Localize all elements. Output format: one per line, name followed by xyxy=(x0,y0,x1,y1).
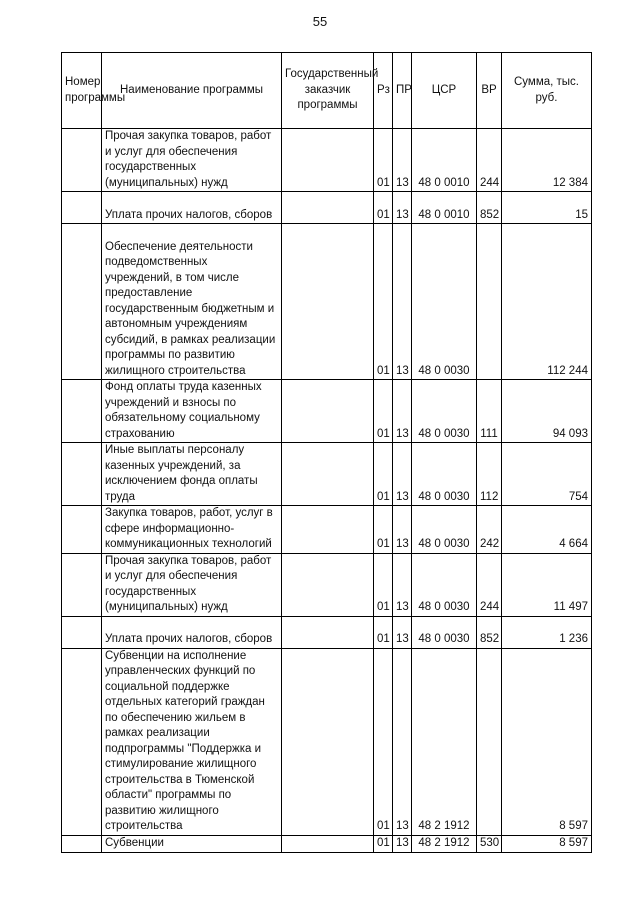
cell-sum: 754 xyxy=(502,443,592,506)
cell-name: Прочая закупка товаров, работ и услуг для обеспечения государственных (муниципальных) нужд xyxy=(102,553,282,616)
cell-pr: 13 xyxy=(393,443,412,506)
header-rz: Рз xyxy=(374,53,393,129)
cell-vr xyxy=(477,224,502,380)
cell-name: Уплата прочих налогов, сборов xyxy=(102,616,282,648)
cell-customer xyxy=(282,224,374,380)
cell-csr: 48 0 0030 xyxy=(412,380,477,443)
cell-name: Фонд оплаты труда казенных учреждений и взносы по обязательному социальному страхованию xyxy=(102,380,282,443)
cell-pr: 13 xyxy=(393,192,412,224)
cell-num xyxy=(62,192,102,224)
cell-rz: 01 xyxy=(374,192,393,224)
cell-vr: 852 xyxy=(477,192,502,224)
table-row xyxy=(62,380,592,443)
cell-pr: 13 xyxy=(393,506,412,554)
cell-vr: 530 xyxy=(477,835,502,852)
cell-vr: 111 xyxy=(477,380,502,443)
cell-num xyxy=(62,616,102,648)
cell-rz: 01 xyxy=(374,835,393,852)
cell-vr: 244 xyxy=(477,553,502,616)
cell-name: Субвенции xyxy=(102,835,282,852)
cell-sum: 4 664 xyxy=(502,506,592,554)
cell-sum: 94 093 xyxy=(502,380,592,443)
cell-vr: 112 xyxy=(477,443,502,506)
cell-csr: 48 0 0010 xyxy=(412,129,477,192)
cell-num xyxy=(62,648,102,835)
cell-customer xyxy=(282,443,374,506)
cell-sum: 12 384 xyxy=(502,129,592,192)
cell-num xyxy=(62,129,102,192)
cell-name: Иные выплаты персоналу казенных учреждений, за исключением фонда оплаты труда xyxy=(102,443,282,506)
cell-num xyxy=(62,443,102,506)
cell-rz: 01 xyxy=(374,506,393,554)
cell-pr: 13 xyxy=(393,648,412,835)
cell-rz: 01 xyxy=(374,553,393,616)
header-pr: ПР xyxy=(393,53,412,129)
cell-num xyxy=(62,506,102,554)
cell-pr: 13 xyxy=(393,616,412,648)
cell-pr: 13 xyxy=(393,380,412,443)
cell-csr: 48 2 1912 xyxy=(412,648,477,835)
cell-sum: 112 244 xyxy=(502,224,592,380)
cell-customer xyxy=(282,648,374,835)
cell-num xyxy=(62,224,102,380)
cell-sum: 11 497 xyxy=(502,553,592,616)
cell-vr: 852 xyxy=(477,616,502,648)
cell-vr: 242 xyxy=(477,506,502,554)
header-csr: ЦСР xyxy=(412,53,477,129)
cell-vr: 244 xyxy=(477,129,502,192)
cell-name: Обеспечение деятельности подведомственных учреждений, в том числе предоставление государственным бюджетным и автономным учреждениям субсидий, в рамках реализации программы по развитию жилищного строительства xyxy=(102,224,282,380)
header-vr: ВР xyxy=(477,53,502,129)
table-row xyxy=(62,553,592,616)
cell-csr: 48 0 0030 xyxy=(412,224,477,380)
header-program-name: Наименование программы xyxy=(102,53,282,129)
cell-customer xyxy=(282,129,374,192)
cell-customer xyxy=(282,380,374,443)
cell-sum: 15 xyxy=(502,192,592,224)
cell-name: Субвенции на исполнение управленческих функций по социальной поддержке отдельных категорий граждан по обеспечению жильем в рамках реализации подпрограммы "Поддержка и стимулирование жилищного строительства в Тюменской области" программы по развитию жилищного строительства xyxy=(102,648,282,835)
cell-num xyxy=(62,835,102,852)
cell-rz: 01 xyxy=(374,443,393,506)
table-row xyxy=(62,835,592,852)
cell-sum: 8 597 xyxy=(502,648,592,835)
table-row xyxy=(62,129,592,192)
cell-num xyxy=(62,380,102,443)
header-state-customer: Государственный заказчик программы xyxy=(282,53,374,129)
cell-name: Уплата прочих налогов, сборов xyxy=(102,192,282,224)
table-row xyxy=(62,224,592,380)
cell-rz: 01 xyxy=(374,380,393,443)
cell-csr: 48 0 0010 xyxy=(412,192,477,224)
cell-sum: 1 236 xyxy=(502,616,592,648)
cell-name: Закупка товаров, работ, услуг в сфере информационно-коммуникационных технологий xyxy=(102,506,282,554)
page-number: 55 xyxy=(312,14,328,29)
cell-csr: 48 0 0030 xyxy=(412,443,477,506)
cell-customer xyxy=(282,192,374,224)
cell-csr: 48 0 0030 xyxy=(412,506,477,554)
cell-rz: 01 xyxy=(374,129,393,192)
cell-rz: 01 xyxy=(374,616,393,648)
cell-customer xyxy=(282,553,374,616)
table-row xyxy=(62,648,592,835)
header-sum: Сумма, тыс. руб. xyxy=(502,53,592,129)
header-program-number: Номер программы xyxy=(62,53,102,129)
header-row xyxy=(62,53,592,129)
cell-vr xyxy=(477,648,502,835)
table-row xyxy=(62,506,592,554)
cell-csr: 48 2 1912 xyxy=(412,835,477,852)
table-row xyxy=(62,192,592,224)
table-row xyxy=(62,443,592,506)
cell-csr: 48 0 0030 xyxy=(412,616,477,648)
cell-rz: 01 xyxy=(374,648,393,835)
cell-sum: 8 597 xyxy=(502,835,592,852)
cell-csr: 48 0 0030 xyxy=(412,553,477,616)
cell-pr: 13 xyxy=(393,224,412,380)
cell-customer xyxy=(282,506,374,554)
table-row xyxy=(62,616,592,648)
cell-pr: 13 xyxy=(393,129,412,192)
cell-pr: 13 xyxy=(393,835,412,852)
cell-name: Прочая закупка товаров, работ и услуг для обеспечения государственных (муниципальных) нужд xyxy=(102,129,282,192)
cell-num xyxy=(62,553,102,616)
cell-pr: 13 xyxy=(393,553,412,616)
cell-customer xyxy=(282,835,374,852)
cell-customer xyxy=(282,616,374,648)
budget-table xyxy=(61,52,592,853)
cell-rz: 01 xyxy=(374,224,393,380)
